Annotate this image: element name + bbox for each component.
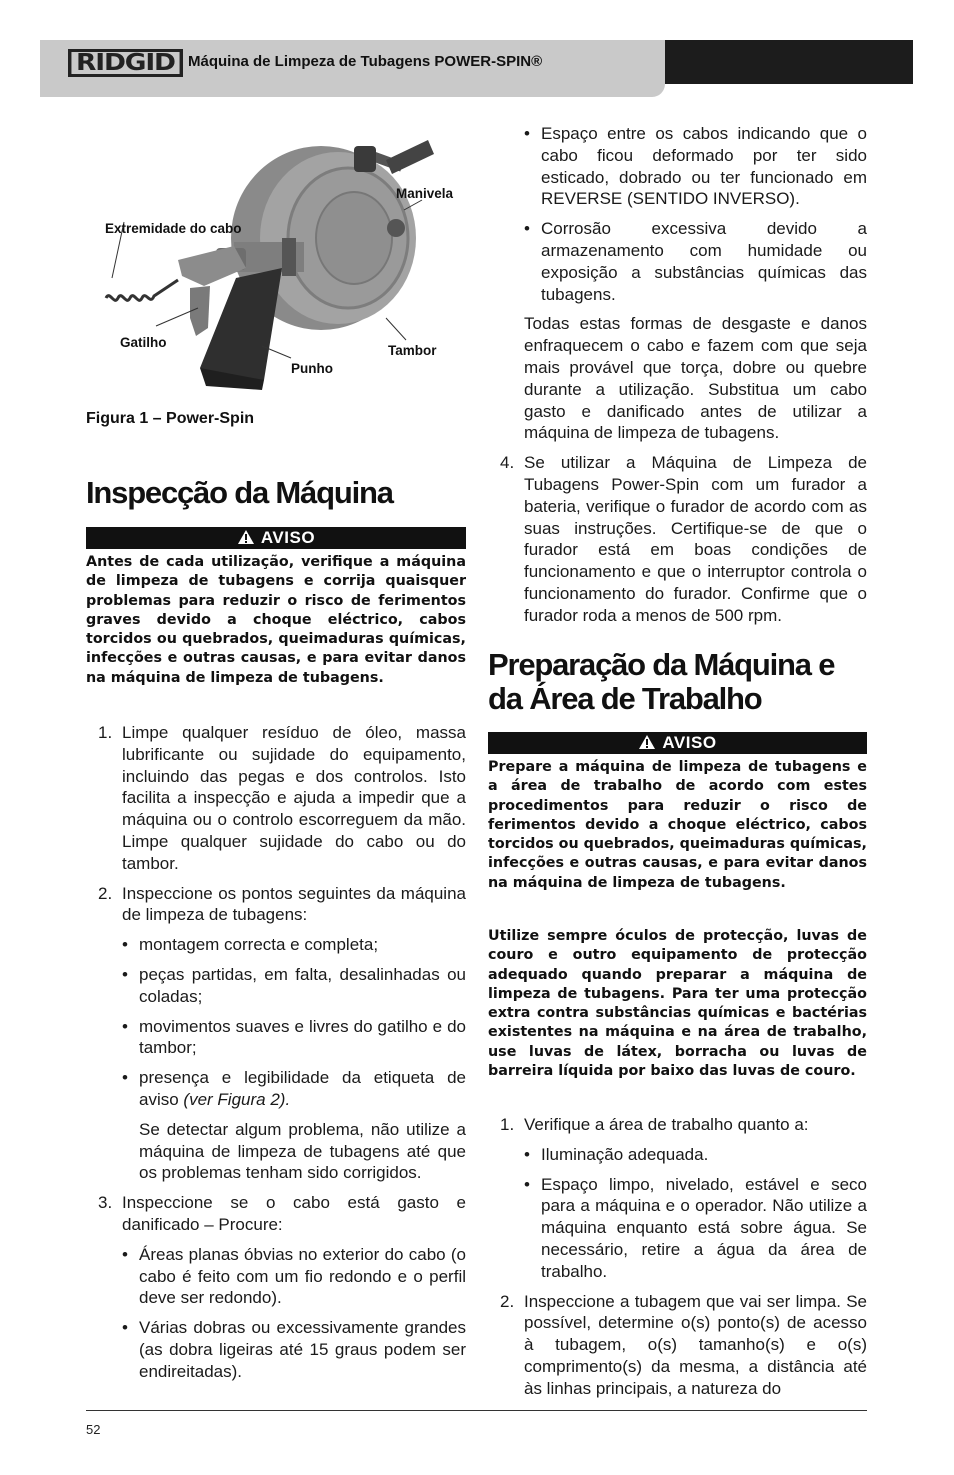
section-title-inspeccao: Inspecção da Máquina — [86, 475, 393, 510]
bullet-item: • presença e legibilidade da etiqueta de aviso (ver Figura 2). — [122, 1068, 466, 1109]
right-column-bottom — [488, 1114, 867, 1408]
item-text: Inspeccione a tubagem que vai ser limpa. Se possível, determine o(s) ponto(s) de acesso à tubagem, o(s) tamanho(s) e o(s) comprimento(s) da mesma, a distância até às linhas principais, a natureza do — [524, 1291, 867, 1398]
warning-text: Antes de cada utilização, verifique a máquina de limpeza de tubagens e corrija quaisquer problemas para reduzir o risco de ferimentos graves devido a choque eléctrico, cabos torcidos ou quebrados, queimaduras químicas, infecções e outras causas, e para evitar danos na máquina de limpeza de tubagens. — [86, 554, 466, 686]
list-item — [488, 1291, 867, 1400]
bullet-item: • Áreas planas óbvias no exterior do cabo (o cabo é feito com um fio redondo e o perfil deve ser redondo). — [122, 1244, 466, 1308]
bullet-text: Corrosão excessiva devido a armazenamento com humidade ou exposição a substâncias químicas das tubagens. — [541, 219, 867, 304]
page-header — [40, 40, 913, 97]
list-item — [86, 1192, 466, 1236]
label-tambor: Tambor — [388, 343, 437, 358]
label-punho: Punho — [291, 361, 333, 376]
bullet-text: peças partidas, em falta, desalinhadas ou coladas; — [139, 964, 466, 1006]
note-paragraph: Todas estas formas de desgaste e danos enfraquecem o cabo e fazem com que seja mais provável que torça, dobre ou quebre durante a utilização. Substitua um cabo gasto e danificado antes de utilizar a máquina de limpeza de tubagens. — [524, 314, 867, 443]
section-title-preparacao — [488, 648, 834, 716]
warning-text: Utilize sempre óculos de protecção, luvas de couro e outro equipamento de protecção adequado quando preparar a máquina de limpeza de tubagens. Para ter uma protecção extra contra substâncias químicas e bactérias existentes na máquina e na área de trabalho, use luvas de látex, borracha ou luvas de barreira líquida por baixo das luvas de couro. — [488, 928, 867, 1080]
bullet-text: Áreas planas óbvias no exterior do cabo (o cabo é feito com um fio redondo e o perfil deve ser redondo). — [139, 1244, 466, 1308]
list-item — [86, 883, 466, 927]
bullet-text: presença e legibilidade da etiqueta de aviso — [139, 1068, 466, 1109]
figure-caption: Figura 1 – Power-Spin — [86, 410, 255, 427]
bullet-text: Várias dobras ou excessivamente grandes (as dobra ligeiras até 15 graus podem ser endireitadas). — [139, 1318, 466, 1381]
aviso-banner — [488, 732, 867, 754]
bullet-text: movimentos suaves e livres do gatilho e do tambor; — [139, 1016, 466, 1058]
list-item — [488, 452, 867, 626]
item-number: 3. — [98, 1193, 113, 1213]
left-column — [86, 722, 466, 1391]
warning-triangle-icon — [237, 529, 255, 545]
page-number: 52 — [86, 1422, 101, 1437]
bullet-item: • movimentos suaves e livres do gatilho e do tambor; — [122, 1016, 466, 1058]
footer-rule — [86, 1410, 867, 1411]
item-text: Verifique a área de trabalho quanto a: — [524, 1115, 809, 1134]
ridgid-logo: RIDGID — [68, 49, 183, 77]
item-text: Inspeccione se o cabo está gasto e danificado – Procure: — [122, 1193, 466, 1234]
label-gatilho: Gatilho — [120, 335, 167, 350]
warning-text: Prepare a máquina de limpeza de tubagens e a área de trabalho de acordo com estes procedimentos para reduzir o risco de ferimentos devido a choque eléctrico, cabos torcidos ou quebrados, queimaduras químicas, infecções e outras causas, e para evitar danos na máquina de limpeza de tubagens. — [488, 759, 867, 891]
note-paragraph: Se detectar algum problema, não utilize a máquina de limpeza de tubagens até que os problemas tenham sido corrigidos. — [139, 1119, 466, 1183]
bullet-item: • Várias dobras ou excessivamente grandes (as dobra ligeiras até 15 graus podem ser endireitadas). — [122, 1318, 466, 1381]
list-item — [488, 1114, 867, 1136]
header-title: Máquina de Limpeza de Tubagens POWER-SPIN® — [188, 53, 543, 70]
item-number: 1. — [98, 723, 113, 742]
bullet-text: Iluminação adequada. — [541, 1144, 709, 1164]
header-gray-tab — [40, 84, 665, 97]
item-number: 2. — [500, 1291, 515, 1311]
right-column-top — [488, 123, 867, 635]
aviso-label: AVISO — [260, 528, 316, 547]
item-number: 1. — [500, 1115, 515, 1134]
bullet-item: • peças partidas, em falta, desalinhadas ou coladas; — [122, 964, 466, 1006]
header-black-band — [665, 40, 913, 84]
bullet-item: • montagem correcta e completa; — [122, 935, 379, 955]
power-spin-figure — [86, 118, 466, 398]
bullet-text: montagem correcta e completa; — [139, 935, 379, 955]
item-text: Limpe qualquer resíduo de óleo, massa lubrificante ou sujidade do equipamento, incluindo das pegas e dos controlos. Isto facilita a inspecção e ajuda a impedir que a máquina ou o controlo escorreguem da mão. Limpe qualquer sujidade do cabo ou do tambor. — [122, 723, 466, 873]
list-item — [86, 722, 466, 875]
warning-triangle-icon — [638, 734, 656, 750]
title-line: Preparação da Máquina e — [488, 647, 835, 682]
bullet-item: • Espaço limpo, nivelado, estável e seco para a máquina e o operador. Não utilize a máquina enquanto está sobre água. Se necessário, retire a água da área de trabalho. — [524, 1174, 867, 1281]
item-number: 2. — [98, 883, 113, 903]
item-text: Inspeccione os pontos seguintes da máquina de limpeza de tubagens: — [122, 883, 466, 925]
label-extremidade-cabo: Extremidade do cabo — [105, 221, 242, 236]
bullet-item: • Espaço entre os cabos indicando que o cabo ficou deformado por ter sido esticado, dobrado ou ter funcionado em REVERSE (SENTIDO INVERSO). — [524, 124, 867, 209]
bullet-item: • Iluminação adequada. — [524, 1144, 709, 1164]
aviso-label: AVISO — [662, 733, 717, 752]
title-line: da Área de Trabalho — [488, 681, 762, 716]
item-number: 4. — [500, 453, 515, 473]
item-text: Se utilizar a Máquina de Limpeza de Tubagens Power-Spin com um furador a bateria, verifique o furador de acordo com as suas instruções. Certifique-se de que o furador está em boas condições de funcionamento e que o interruptor controla o funcionamento do furador. Confirme que o furador roda a menos de 500 rpm. — [524, 453, 867, 625]
bullet-item: • Corrosão excessiva devido a armazenamento com humidade ou exposição a substâncias químicas das tubagens. — [524, 219, 867, 304]
bullet-text: Espaço entre os cabos indicando que o cabo ficou deformado por ter sido esticado, dobrado ou ter funcionado em REVERSE (SENTIDO INVERSO). — [541, 124, 867, 209]
label-manivela: Manivela — [396, 186, 454, 201]
aviso-banner — [86, 527, 466, 549]
bullet-text: Espaço limpo, nivelado, estável e seco para a máquina e o operador. Não utilize a máquina enquanto está sobre água. Se necessário, retire a água da área de trabalho. — [541, 1174, 867, 1281]
figure-reference: (ver Figura 2). — [183, 1089, 291, 1109]
